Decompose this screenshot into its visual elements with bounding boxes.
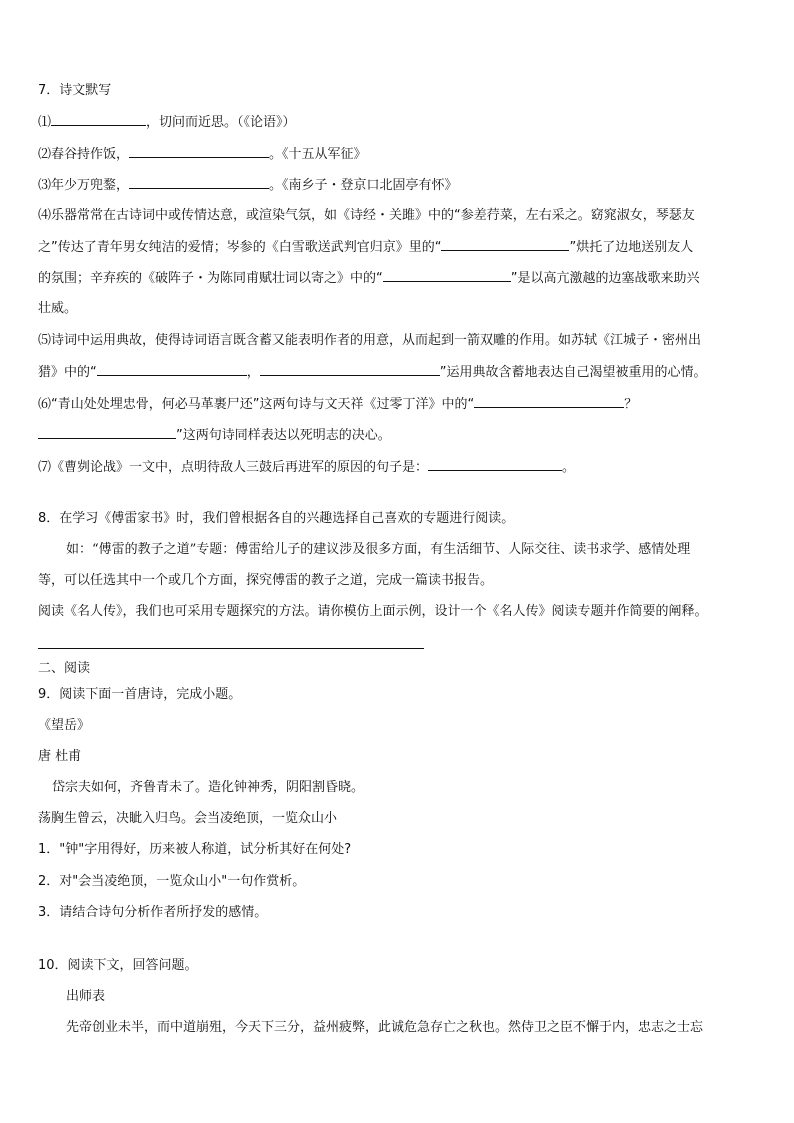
q9-sub-2: 2．对"会当凌绝顶，一览众山小"一句作赏析。 bbox=[38, 874, 306, 889]
q7-item-6-text-c: ”这两句诗同样表达以死明志的决心。 bbox=[176, 428, 391, 443]
q7-item-6-text-b: ？ bbox=[624, 397, 638, 412]
q8-task: 阅读《名人传》，我们也可采用专题探究的方法。请你模仿上面示例，设计一个《名人传》阅读专题并作简要的阐释。 bbox=[38, 604, 708, 619]
q7-item-2 bbox=[38, 144, 367, 165]
q9-sub-3: 3．请结合诗句分析作者所抒发的感情。 bbox=[38, 905, 268, 920]
q8-title: 8．在学习《傅雷家书》时，我们曾根据各自的兴趣选择自己喜欢的专题进行阅读。 bbox=[38, 511, 515, 526]
q7-item-3-text: ⑶年少万兜鍪， bbox=[38, 178, 130, 193]
answer-blank[interactable] bbox=[38, 425, 176, 439]
q7-item-6-line-2 bbox=[38, 425, 391, 446]
q8-example-line-2: 等，可以任选其中一个或几个方面，探究傅雷的教子之道，完成一篇读书报告。 bbox=[38, 573, 494, 588]
q9-sub-1: 1．"钟"字用得好，历来被人称道，试分析其好在何处? bbox=[38, 842, 352, 857]
poem-line-2: 荡胸生曾云，决眦入归鸟。会当凌绝顶，一览众山小 bbox=[38, 811, 338, 826]
answer-blank[interactable] bbox=[383, 268, 511, 282]
q7-item-1-text: ，切问而近思。（《论语》） bbox=[146, 115, 296, 130]
q7-item-6-line-1 bbox=[38, 394, 637, 415]
q7-item-4-line-4: 壮威。 bbox=[38, 301, 78, 316]
q7-item-1 bbox=[38, 112, 296, 133]
answer-blank[interactable] bbox=[428, 457, 562, 471]
q7-item-3-source: 。《南乡子・登京口北固亭有怀》 bbox=[269, 178, 458, 193]
answer-blank[interactable] bbox=[97, 362, 247, 376]
q7-item-3 bbox=[38, 175, 458, 196]
q7-item-5-text-a: 猎》中的“ bbox=[38, 365, 97, 380]
q7-item-6-text-a: ⑹“青山处处埋忠骨，何必马革裹尸还”这两句诗与文天祥《过零丁洋》中的“ bbox=[38, 397, 475, 412]
answer-blank[interactable] bbox=[260, 362, 440, 376]
text-title: 出师表 bbox=[66, 989, 106, 1004]
answer-blank[interactable] bbox=[474, 394, 624, 408]
section-2-title: 二、阅读 bbox=[38, 661, 91, 676]
q7-item-4-text-b: ”烘托了边地送别友人 bbox=[569, 240, 694, 255]
q7-title: 7．诗文默写 bbox=[38, 83, 112, 98]
q8-example-line-1: 如：“傅雷的教子之道”专题：傅雷给儿子的建议涉及很多方面，有生活细节、人际交往、读书求学、感情处理 bbox=[66, 542, 691, 557]
answer-blank[interactable] bbox=[129, 144, 269, 158]
q7-item-4-text-a: 之”传达了青年男女纯洁的爱情；岑参的《白雪歌送武判官归京》里的“ bbox=[38, 240, 442, 255]
q10-title: 10．阅读下文，回答问题。 bbox=[38, 958, 198, 973]
q7-item-5-line-2 bbox=[38, 362, 707, 383]
q7-item-5-line-1: ⑸诗词中运用典故，使得诗词语言既含蓄又能表明作者的用意，从而起到一箭双雕的作用。如苏轼《江城子・密州出 bbox=[38, 333, 702, 348]
q7-item-2-text: ⑵春谷持作饭， bbox=[38, 147, 130, 162]
q7-item-4-line-3 bbox=[38, 268, 700, 289]
answer-blank[interactable] bbox=[51, 112, 146, 126]
q7-item-4-line-1: ⑷乐器常常在古诗词中或传情达意，或渲染气氛，如《诗经・关雎》中的“参差荇菜，左右采之。窈窕淑女，琴瑟友 bbox=[38, 208, 695, 223]
q7-item-4-line-2 bbox=[38, 237, 693, 258]
q7-item-2-source: 。《十五从军征》 bbox=[269, 147, 367, 162]
q7-item-7-end: 。 bbox=[562, 460, 576, 475]
q7-item-5-text-b: ， bbox=[246, 365, 260, 380]
q7-item-7 bbox=[38, 457, 575, 478]
q7-item-5-text-c: ”运用典故含蓄地表达自己渴望被重用的心情。 bbox=[439, 365, 707, 380]
answer-blank[interactable] bbox=[441, 237, 569, 251]
answer-line[interactable] bbox=[38, 648, 424, 649]
answer-blank[interactable] bbox=[129, 175, 269, 189]
q7-item-1-num: ⑴ bbox=[38, 115, 52, 130]
q7-item-4-text-c: 的氛围；辛弃疾的《破阵子・为陈同甫赋壮词以寄之》中的“ bbox=[38, 271, 383, 286]
poem-title: 《望岳》 bbox=[38, 718, 91, 733]
q9-title: 9．阅读下面一首唐诗，完成小题。 bbox=[38, 687, 242, 702]
q7-item-7-text: ⑺《曹刿论战》一文中，点明待敌人三鼓后再进军的原因的句子是： bbox=[38, 460, 429, 475]
poem-line-1: 岱宗夫如何，齐鲁青未了。造化钟神秀，阴阳割昏晓。 bbox=[52, 780, 365, 795]
poem-author: 唐 杜甫 bbox=[38, 749, 82, 764]
text-line-1: 先帝创业未半，而中道崩殂，今天下三分，益州疲弊，此诚危急存亡之秋也。然侍卫之臣不懈于内，忠志之士忘 bbox=[66, 1020, 704, 1035]
q7-item-4-text-d: ”是以高亢激越的边塞战歌来助兴 bbox=[510, 271, 700, 286]
